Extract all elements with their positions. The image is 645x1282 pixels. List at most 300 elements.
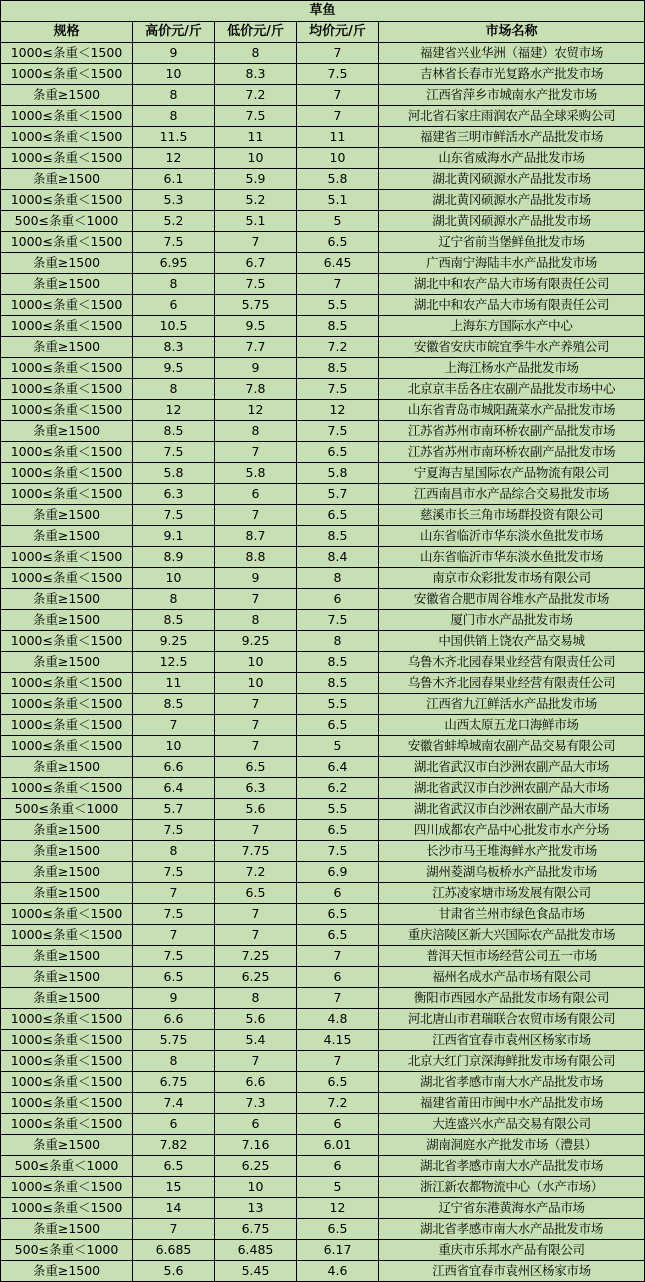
- high-price-cell: 8.5: [133, 421, 215, 442]
- spec-cell: 1000≤条重＜1500: [1, 568, 133, 589]
- table-row: [1, 211, 645, 232]
- low-price-cell: 7.25: [215, 946, 297, 967]
- high-price-cell: 7: [133, 925, 215, 946]
- spec-cell: 1000≤条重＜1500: [1, 232, 133, 253]
- spec-cell: 1000≤条重＜1500: [1, 1114, 133, 1135]
- high-price-cell: 10: [133, 736, 215, 757]
- spec-cell: 1000≤条重＜1500: [1, 64, 133, 85]
- spec-cell: 1000≤条重＜1500: [1, 379, 133, 400]
- table-row: [1, 589, 645, 610]
- low-price-cell: 7: [215, 904, 297, 925]
- avg-price-cell: 7.5: [297, 841, 379, 862]
- table-row: [1, 862, 645, 883]
- market-name-cell: 山东省威海水产品批发市场: [379, 148, 645, 169]
- market-name-cell: 大连盛兴水产品交易有限公司: [379, 1114, 645, 1135]
- high-price-cell: 15: [133, 1177, 215, 1198]
- spec-cell: 1000≤条重＜1500: [1, 1177, 133, 1198]
- low-price-cell: 5.75: [215, 295, 297, 316]
- table-title: 草鱼: [1, 1, 645, 22]
- spec-cell: 1000≤条重＜1500: [1, 358, 133, 379]
- table-row: [1, 1093, 645, 1114]
- table-row: [1, 526, 645, 547]
- market-name-cell: 山东省临沂市华东淡水鱼批发市场: [379, 547, 645, 568]
- low-price-cell: 7.16: [215, 1135, 297, 1156]
- high-price-cell: 6.1: [133, 169, 215, 190]
- spec-cell: 条重≥1500: [1, 85, 133, 106]
- spec-cell: 1000≤条重＜1500: [1, 43, 133, 64]
- high-price-cell: 10: [133, 64, 215, 85]
- spec-cell: 条重≥1500: [1, 253, 133, 274]
- market-name-cell: 湖南洞庭水产批发市场（澧县）: [379, 1135, 645, 1156]
- avg-price-cell: 6.5: [297, 232, 379, 253]
- high-price-cell: 6.5: [133, 1156, 215, 1177]
- avg-price-cell: 6: [297, 883, 379, 904]
- market-name-cell: 江西省萍乡市城南水产批发市场: [379, 85, 645, 106]
- table-row: [1, 631, 645, 652]
- spec-cell: 条重≥1500: [1, 1261, 133, 1282]
- high-price-cell: 9: [133, 988, 215, 1009]
- low-price-cell: 5.4: [215, 1030, 297, 1051]
- low-price-cell: 6.3: [215, 778, 297, 799]
- table-row: [1, 274, 645, 295]
- market-name-cell: 江西省宜春市袁州区杨家市场: [379, 1030, 645, 1051]
- high-price-cell: 8: [133, 589, 215, 610]
- market-name-cell: 广西南宁海陆丰水产品批发市场: [379, 253, 645, 274]
- table-row: [1, 673, 645, 694]
- low-price-cell: 9: [215, 568, 297, 589]
- market-name-cell: 上海江杨水产品批发市场: [379, 358, 645, 379]
- high-price-cell: 7: [133, 1219, 215, 1240]
- low-price-cell: 8.7: [215, 526, 297, 547]
- spec-cell: 1000≤条重＜1500: [1, 484, 133, 505]
- low-price-cell: 9: [215, 358, 297, 379]
- market-name-cell: 湖北省孝感市南大水产品批发市场: [379, 1219, 645, 1240]
- avg-price-cell: 7: [297, 988, 379, 1009]
- table-row: [1, 379, 645, 400]
- low-price-cell: 7.8: [215, 379, 297, 400]
- table-row: [1, 1219, 645, 1240]
- spec-cell: 1000≤条重＜1500: [1, 694, 133, 715]
- spec-cell: 500≤条重＜1000: [1, 211, 133, 232]
- header-high-price: 高价元/斤: [133, 22, 215, 43]
- market-name-cell: 吉林省长春市光复路水产批发市场: [379, 64, 645, 85]
- table-row: [1, 841, 645, 862]
- avg-price-cell: 7: [297, 43, 379, 64]
- high-price-cell: 8.5: [133, 694, 215, 715]
- spec-cell: 1000≤条重＜1500: [1, 316, 133, 337]
- table-row: [1, 1114, 645, 1135]
- spec-cell: 1000≤条重＜1500: [1, 631, 133, 652]
- high-price-cell: 7.5: [133, 442, 215, 463]
- avg-price-cell: 12: [297, 400, 379, 421]
- low-price-cell: 6.75: [215, 1219, 297, 1240]
- table-row: [1, 610, 645, 631]
- spec-cell: 条重≥1500: [1, 757, 133, 778]
- low-price-cell: 6.6: [215, 1072, 297, 1093]
- market-name-cell: 湖北省武汉市白沙洲农副产品大市场: [379, 778, 645, 799]
- table-row: [1, 988, 645, 1009]
- table-body: [1, 43, 645, 1282]
- avg-price-cell: 5.8: [297, 169, 379, 190]
- high-price-cell: 6.685: [133, 1240, 215, 1261]
- market-name-cell: 河北唐山市君瑞联合农贸市场有限公司: [379, 1009, 645, 1030]
- table-row: [1, 43, 645, 64]
- market-name-cell: 重庆涪陵区新大兴国际农产品批发市场: [379, 925, 645, 946]
- avg-price-cell: 8.5: [297, 316, 379, 337]
- avg-price-cell: 6.17: [297, 1240, 379, 1261]
- high-price-cell: 8: [133, 106, 215, 127]
- market-name-cell: 湖北黄冈硕源水产品批发市场: [379, 190, 645, 211]
- spec-cell: 条重≥1500: [1, 988, 133, 1009]
- spec-cell: 条重≥1500: [1, 1135, 133, 1156]
- low-price-cell: 8.3: [215, 64, 297, 85]
- spec-cell: 1000≤条重＜1500: [1, 673, 133, 694]
- market-name-cell: 北京大红门京深海鲜批发市场有限公司: [379, 1051, 645, 1072]
- high-price-cell: 8: [133, 379, 215, 400]
- low-price-cell: 13: [215, 1198, 297, 1219]
- high-price-cell: 6.6: [133, 757, 215, 778]
- spec-cell: 条重≥1500: [1, 421, 133, 442]
- avg-price-cell: 7: [297, 274, 379, 295]
- market-name-cell: 辽宁省东港黄海水产品市场: [379, 1198, 645, 1219]
- high-price-cell: 7.5: [133, 232, 215, 253]
- high-price-cell: 14: [133, 1198, 215, 1219]
- spec-cell: 1000≤条重＜1500: [1, 925, 133, 946]
- table-row: [1, 1030, 645, 1051]
- market-name-cell: 衡阳市西园水产品批发市场有限公司: [379, 988, 645, 1009]
- low-price-cell: 7: [215, 442, 297, 463]
- header-low-price: 低价元/斤: [215, 22, 297, 43]
- avg-price-cell: 4.15: [297, 1030, 379, 1051]
- spec-cell: 1000≤条重＜1500: [1, 148, 133, 169]
- avg-price-cell: 6: [297, 967, 379, 988]
- avg-price-cell: 5.1: [297, 190, 379, 211]
- market-name-cell: 乌鲁木齐北园春果业经营有限责任公司: [379, 673, 645, 694]
- market-name-cell: 重庆市乐邦水产品有限公司: [379, 1240, 645, 1261]
- low-price-cell: 7: [215, 925, 297, 946]
- avg-price-cell: 8.4: [297, 547, 379, 568]
- low-price-cell: 8.8: [215, 547, 297, 568]
- spec-cell: 条重≥1500: [1, 862, 133, 883]
- high-price-cell: 5.6: [133, 1261, 215, 1282]
- table-row: [1, 736, 645, 757]
- avg-price-cell: 5.5: [297, 694, 379, 715]
- avg-price-cell: 10: [297, 148, 379, 169]
- market-name-cell: 山东省临沂市华东淡水鱼批发市场: [379, 526, 645, 547]
- market-name-cell: 福建省莆田市闽中水产品批发市场: [379, 1093, 645, 1114]
- high-price-cell: 8: [133, 841, 215, 862]
- low-price-cell: 7: [215, 715, 297, 736]
- avg-price-cell: 8.5: [297, 652, 379, 673]
- spec-cell: 条重≥1500: [1, 169, 133, 190]
- market-name-cell: 南京市众彩批发市场有限公司: [379, 568, 645, 589]
- table-row: [1, 904, 645, 925]
- high-price-cell: 7.5: [133, 904, 215, 925]
- market-name-cell: 安徽省合肥市周谷堆水产品批发市场: [379, 589, 645, 610]
- high-price-cell: 11: [133, 673, 215, 694]
- low-price-cell: 7: [215, 589, 297, 610]
- spec-cell: 1000≤条重＜1500: [1, 295, 133, 316]
- table-row: [1, 1261, 645, 1282]
- avg-price-cell: 7: [297, 85, 379, 106]
- low-price-cell: 7: [215, 505, 297, 526]
- high-price-cell: 9.1: [133, 526, 215, 547]
- header-spec: 规格: [1, 22, 133, 43]
- table-row: [1, 547, 645, 568]
- avg-price-cell: 11: [297, 127, 379, 148]
- low-price-cell: 7.2: [215, 85, 297, 106]
- high-price-cell: 7.5: [133, 946, 215, 967]
- avg-price-cell: 6: [297, 1156, 379, 1177]
- spec-cell: 1000≤条重＜1500: [1, 1198, 133, 1219]
- avg-price-cell: 8: [297, 568, 379, 589]
- high-price-cell: 6: [133, 295, 215, 316]
- high-price-cell: 7: [133, 883, 215, 904]
- spec-cell: 1000≤条重＜1500: [1, 778, 133, 799]
- high-price-cell: 7.82: [133, 1135, 215, 1156]
- high-price-cell: 10: [133, 568, 215, 589]
- spec-cell: 1000≤条重＜1500: [1, 1051, 133, 1072]
- market-name-cell: 湖北黄冈硕源水产品批发市场: [379, 211, 645, 232]
- table-row: [1, 190, 645, 211]
- high-price-cell: 6.95: [133, 253, 215, 274]
- avg-price-cell: 6.4: [297, 757, 379, 778]
- table-row: [1, 568, 645, 589]
- market-name-cell: 山东省青岛市城阳蔬菜水产品批发市场: [379, 400, 645, 421]
- spec-cell: 条重≥1500: [1, 505, 133, 526]
- table-row: [1, 946, 645, 967]
- table-row: [1, 1156, 645, 1177]
- avg-price-cell: 4.6: [297, 1261, 379, 1282]
- low-price-cell: 7.7: [215, 337, 297, 358]
- avg-price-cell: 6.5: [297, 505, 379, 526]
- table-row: [1, 1072, 645, 1093]
- spec-cell: 1000≤条重＜1500: [1, 106, 133, 127]
- market-name-cell: 河北省石家庄雨润农产品全球采购公司: [379, 106, 645, 127]
- low-price-cell: 7.5: [215, 274, 297, 295]
- high-price-cell: 6.5: [133, 967, 215, 988]
- low-price-cell: 8: [215, 421, 297, 442]
- table-row: [1, 1009, 645, 1030]
- table-row: [1, 400, 645, 421]
- spec-cell: 条重≥1500: [1, 652, 133, 673]
- header-row: [1, 22, 645, 43]
- market-name-cell: 湖州菱湖乌板桥水产品批发市场: [379, 862, 645, 883]
- market-name-cell: 湖北省武汉市白沙洲农副产品大市场: [379, 757, 645, 778]
- avg-price-cell: 7: [297, 106, 379, 127]
- avg-price-cell: 5.7: [297, 484, 379, 505]
- low-price-cell: 6: [215, 484, 297, 505]
- high-price-cell: 9.25: [133, 631, 215, 652]
- table-row: [1, 820, 645, 841]
- market-name-cell: 安徽省安庆市皖宜季牛水产养殖公司: [379, 337, 645, 358]
- market-name-cell: 长沙市马王堆海鲜水产批发市场: [379, 841, 645, 862]
- low-price-cell: 5.6: [215, 799, 297, 820]
- table-row: [1, 1177, 645, 1198]
- low-price-cell: 6.5: [215, 883, 297, 904]
- market-name-cell: 四川成都农产品中心批发市水产分场: [379, 820, 645, 841]
- market-name-cell: 甘肃省兰州市绿色食品市场: [379, 904, 645, 925]
- avg-price-cell: 7: [297, 1051, 379, 1072]
- market-name-cell: 中国供销上饶农产品交易城: [379, 631, 645, 652]
- spec-cell: 条重≥1500: [1, 820, 133, 841]
- table-row: [1, 967, 645, 988]
- spec-cell: 500≤条重＜1000: [1, 1156, 133, 1177]
- avg-price-cell: 6.01: [297, 1135, 379, 1156]
- high-price-cell: 7.4: [133, 1093, 215, 1114]
- table-row: [1, 106, 645, 127]
- avg-price-cell: 7.5: [297, 379, 379, 400]
- market-name-cell: 湖北省孝感市南大水产品批发市场: [379, 1072, 645, 1093]
- market-name-cell: 厦门市水产品批发市场: [379, 610, 645, 631]
- low-price-cell: 6.5: [215, 757, 297, 778]
- avg-price-cell: 6.5: [297, 820, 379, 841]
- spec-cell: 1000≤条重＜1500: [1, 442, 133, 463]
- avg-price-cell: 8.5: [297, 526, 379, 547]
- high-price-cell: 8.5: [133, 610, 215, 631]
- high-price-cell: 11.5: [133, 127, 215, 148]
- high-price-cell: 5.3: [133, 190, 215, 211]
- table-row: [1, 85, 645, 106]
- spec-cell: 1000≤条重＜1500: [1, 1072, 133, 1093]
- title-row: [1, 1, 645, 22]
- table-row: [1, 169, 645, 190]
- table-row: [1, 64, 645, 85]
- avg-price-cell: 6.5: [297, 904, 379, 925]
- high-price-cell: 7.5: [133, 505, 215, 526]
- market-name-cell: 江苏省苏州市南环桥农副产品批发市场: [379, 442, 645, 463]
- market-name-cell: 江西省宜春市袁州区杨家市场: [379, 1261, 645, 1282]
- table-row: [1, 421, 645, 442]
- high-price-cell: 8: [133, 274, 215, 295]
- low-price-cell: 5.2: [215, 190, 297, 211]
- table-row: [1, 715, 645, 736]
- spec-cell: 条重≥1500: [1, 274, 133, 295]
- spec-cell: 条重≥1500: [1, 526, 133, 547]
- spec-cell: 条重≥1500: [1, 337, 133, 358]
- avg-price-cell: 7.2: [297, 337, 379, 358]
- spec-cell: 1000≤条重＜1500: [1, 190, 133, 211]
- table-row: [1, 127, 645, 148]
- market-name-cell: 福建省三明市鲜活水产品批发市场: [379, 127, 645, 148]
- table-row: [1, 316, 645, 337]
- low-price-cell: 7.75: [215, 841, 297, 862]
- table-row: [1, 484, 645, 505]
- avg-price-cell: 6.2: [297, 778, 379, 799]
- table-row: [1, 925, 645, 946]
- high-price-cell: 6.75: [133, 1072, 215, 1093]
- low-price-cell: 5.6: [215, 1009, 297, 1030]
- market-name-cell: 慈溪市长三角市场群投资有限公司: [379, 505, 645, 526]
- market-name-cell: 福建省兴业华洲（福建）农贸市场: [379, 43, 645, 64]
- table-row: [1, 358, 645, 379]
- table-row: [1, 505, 645, 526]
- high-price-cell: 6.3: [133, 484, 215, 505]
- high-price-cell: 5.7: [133, 799, 215, 820]
- low-price-cell: 10: [215, 1177, 297, 1198]
- table-row: [1, 1240, 645, 1261]
- table-row: [1, 694, 645, 715]
- table-row: [1, 442, 645, 463]
- market-name-cell: 北京京丰岳各庄农副产品批发市场中心: [379, 379, 645, 400]
- low-price-cell: 12: [215, 400, 297, 421]
- low-price-cell: 8: [215, 43, 297, 64]
- spec-cell: 1000≤条重＜1500: [1, 547, 133, 568]
- table-row: [1, 778, 645, 799]
- high-price-cell: 9.5: [133, 358, 215, 379]
- avg-price-cell: 8: [297, 631, 379, 652]
- avg-price-cell: 6: [297, 589, 379, 610]
- low-price-cell: 7: [215, 1051, 297, 1072]
- low-price-cell: 7.3: [215, 1093, 297, 1114]
- market-name-cell: 普洱天恒市场经营公司五一市场: [379, 946, 645, 967]
- market-name-cell: 江西省九江鲜活水产品批发市场: [379, 694, 645, 715]
- low-price-cell: 10: [215, 652, 297, 673]
- avg-price-cell: 5.5: [297, 799, 379, 820]
- low-price-cell: 5.9: [215, 169, 297, 190]
- avg-price-cell: 6.5: [297, 442, 379, 463]
- table-row: [1, 253, 645, 274]
- low-price-cell: 6.7: [215, 253, 297, 274]
- spec-cell: 条重≥1500: [1, 967, 133, 988]
- table-row: [1, 232, 645, 253]
- market-name-cell: 浙江新农都物流中心（水产市场）: [379, 1177, 645, 1198]
- market-name-cell: 湖北黄冈硕源水产品批发市场: [379, 169, 645, 190]
- high-price-cell: 5.75: [133, 1030, 215, 1051]
- table-row: [1, 1051, 645, 1072]
- high-price-cell: 7.5: [133, 862, 215, 883]
- high-price-cell: 7: [133, 715, 215, 736]
- table-row: [1, 148, 645, 169]
- header-avg-price: 均价元/斤: [297, 22, 379, 43]
- low-price-cell: 8: [215, 988, 297, 1009]
- header-market-name: 市场名称: [379, 22, 645, 43]
- low-price-cell: 7.2: [215, 862, 297, 883]
- avg-price-cell: 6.45: [297, 253, 379, 274]
- market-name-cell: 湖北中和农产品大市场有限责任公司: [379, 274, 645, 295]
- high-price-cell: 9: [133, 43, 215, 64]
- avg-price-cell: 5: [297, 1177, 379, 1198]
- high-price-cell: 6.4: [133, 778, 215, 799]
- low-price-cell: 6: [215, 1114, 297, 1135]
- high-price-cell: 5.2: [133, 211, 215, 232]
- high-price-cell: 12: [133, 400, 215, 421]
- avg-price-cell: 5.5: [297, 295, 379, 316]
- high-price-cell: 5.8: [133, 463, 215, 484]
- table-row: [1, 463, 645, 484]
- market-name-cell: 上海东方国际水产中心: [379, 316, 645, 337]
- spec-cell: 1000≤条重＜1500: [1, 400, 133, 421]
- spec-cell: 1000≤条重＜1500: [1, 736, 133, 757]
- market-name-cell: 福州名成水产品市场有限公司: [379, 967, 645, 988]
- table-row: [1, 799, 645, 820]
- spec-cell: 1000≤条重＜1500: [1, 904, 133, 925]
- low-price-cell: 5.1: [215, 211, 297, 232]
- low-price-cell: 7: [215, 232, 297, 253]
- market-name-cell: 宁夏海吉星国际农产品物流有限公司: [379, 463, 645, 484]
- market-name-cell: 江西南昌市水产品综合交易批发市场: [379, 484, 645, 505]
- avg-price-cell: 8.5: [297, 673, 379, 694]
- avg-price-cell: 7.5: [297, 610, 379, 631]
- spec-cell: 条重≥1500: [1, 589, 133, 610]
- market-name-cell: 湖北省武汉市白沙洲农副产品大市场: [379, 799, 645, 820]
- avg-price-cell: 6.5: [297, 715, 379, 736]
- spec-cell: 500≤条重＜1000: [1, 1240, 133, 1261]
- low-price-cell: 8: [215, 610, 297, 631]
- high-price-cell: 12.5: [133, 652, 215, 673]
- high-price-cell: 8.3: [133, 337, 215, 358]
- avg-price-cell: 5: [297, 211, 379, 232]
